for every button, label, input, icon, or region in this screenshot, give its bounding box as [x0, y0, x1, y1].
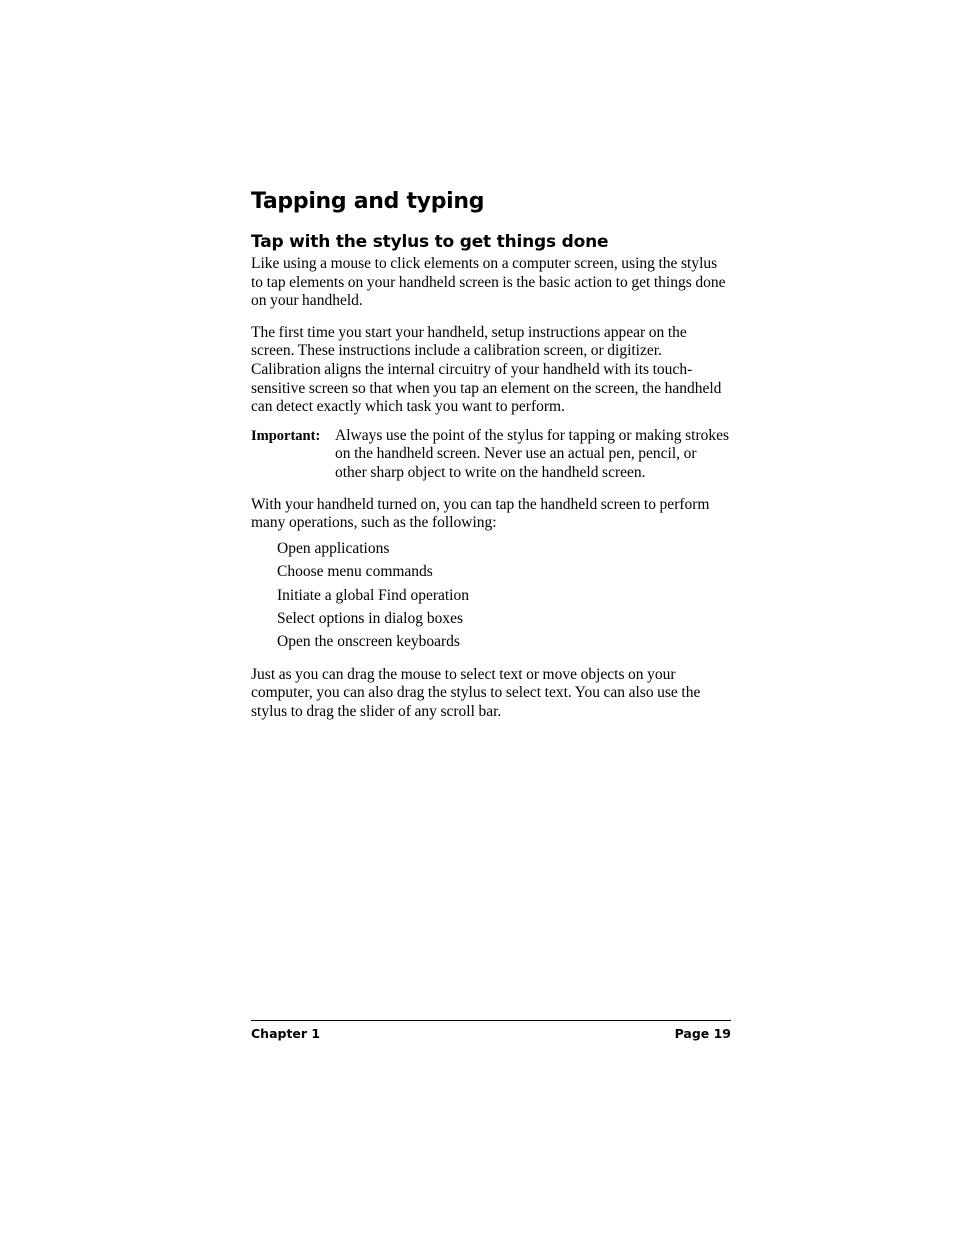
- section-heading: Tap with the stylus to get things done: [251, 232, 609, 252]
- page-content: [251, 186, 731, 735]
- list-item: Open the onscreen keyboards: [277, 633, 460, 651]
- footer-page-number: Page 19: [674, 1026, 731, 1041]
- paragraph-intro: Like using a mouse to click elements on a computer screen, using the stylus to tap elements on your handheld screen is the basic action to get things done on your handheld.: [251, 255, 726, 310]
- page-footer: [251, 1020, 731, 1042]
- paragraph-calibration: The first time you start your handheld, setup instructions appear on the screen. These instructions include a calibration screen, or digitizer. Calibration aligns the internal circuitry of your handheld with its touch-sensitive screen so that when you tap an element on the screen, the handheld can detect exactly which task you want to perform.: [251, 323, 722, 416]
- paragraph-drag: Just as you can drag the mouse to select text or move objects on your computer, you can also drag the stylus to select text. You can also use the stylus to drag the slider of any scroll bar.: [251, 665, 701, 720]
- footer-chapter: Chapter 1: [251, 1026, 321, 1041]
- list-item: Open applications: [277, 539, 390, 557]
- page-title: Tapping and typing: [251, 189, 485, 214]
- list-item: Initiate a global Find operation: [277, 586, 469, 604]
- list-item: Select options in dialog boxes: [277, 609, 463, 627]
- operations-list: [251, 537, 731, 654]
- note-label: Important:: [251, 427, 321, 444]
- important-note: [251, 427, 731, 483]
- note-text: Always use the point of the stylus for tapping or making strokes on the handheld screen. Never use an actual pen, pencil, or other sharp object to write on the handheld screen.: [335, 426, 730, 481]
- list-item: Choose menu commands: [277, 563, 433, 581]
- paragraph-operations: With your handheld turned on, you can tap the handheld screen to perform many operations, such as the following:: [251, 495, 710, 532]
